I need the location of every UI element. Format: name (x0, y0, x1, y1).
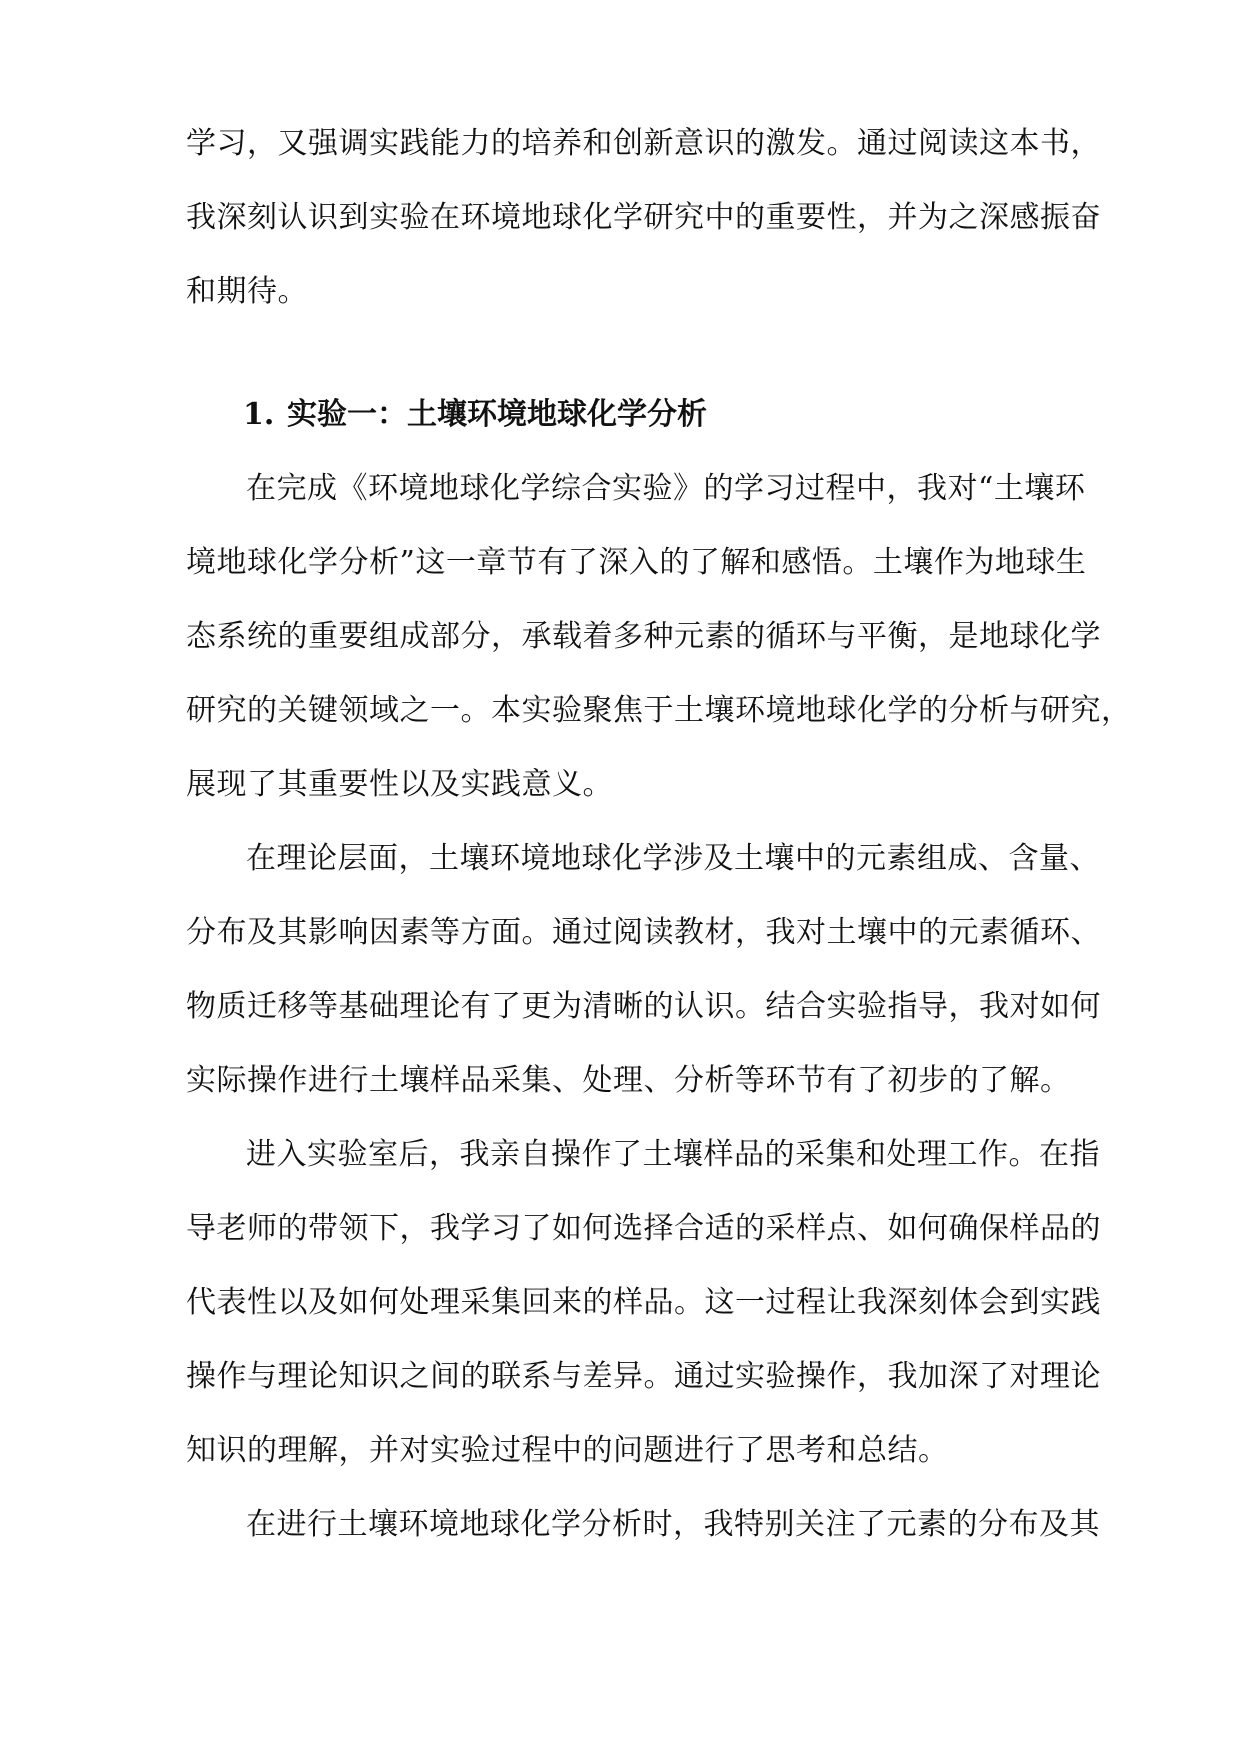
text-line: 知识的理解，并对实验过程中的问题进行了思考和总结。 (186, 1433, 949, 1468)
text-line: 和期待。 (186, 274, 308, 309)
text-line: 在完成《环境地球化学综合实验》的学习过程中，我对“土壤环 (246, 471, 1086, 506)
intro-paragraph (186, 107, 1101, 329)
body-paragraph (186, 822, 1101, 1118)
body-paragraph (186, 1488, 1100, 1562)
text-line: 学习，又强调实践能力的培养和创新意识的激发。通过阅读这本书， (186, 126, 1101, 161)
text-line: 展现了其重要性以及实践意义。 (186, 767, 613, 802)
text-line: 操作与理论知识之间的联系与差异。通过实验操作，我加深了对理论 (186, 1359, 1101, 1394)
text-line: 在进行土壤环境地球化学分析时，我特别关注了元素的分布及其 (246, 1507, 1100, 1542)
section-heading (243, 378, 707, 452)
section-number: 1. (243, 397, 275, 432)
body-paragraph (186, 452, 1132, 822)
text-line: 代表性以及如何处理采集回来的样品。这一过程让我深刻体会到实践 (186, 1285, 1101, 1320)
text-line: 分布及其影响因素等方面。通过阅读教材，我对土壤中的元素循环、 (186, 915, 1101, 950)
body-paragraph (186, 1118, 1101, 1488)
text-line: 导老师的带领下，我学习了如何选择合适的采样点、如何确保样品的 (186, 1211, 1101, 1246)
text-line: 研究的关键领域之一。本实验聚焦于土壤环境地球化学的分析与研究， (186, 693, 1132, 728)
text-line: 物质迁移等基础理论有了更为清晰的认识。结合实验指导，我对如何 (186, 989, 1101, 1024)
text-line: 境地球化学分析”这一章节有了深入的了解和感悟。土壤作为地球生 (186, 545, 1087, 580)
text-line: 进入实验室后，我亲自操作了土壤样品的采集和处理工作。在指 (246, 1137, 1100, 1172)
section-title: 实验一：土壤环境地球化学分析 (287, 397, 707, 432)
text-line: 我深刻认识到实验在环境地球化学研究中的重要性，并为之深感振奋 (186, 200, 1101, 235)
text-line: 实际操作进行土壤样品采集、处理、分析等环节有了初步的了解。 (186, 1063, 1071, 1098)
text-line: 态系统的重要组成部分，承载着多种元素的循环与平衡，是地球化学 (186, 619, 1101, 654)
text-line: 在理论层面，土壤环境地球化学涉及土壤中的元素组成、含量、 (246, 841, 1100, 876)
